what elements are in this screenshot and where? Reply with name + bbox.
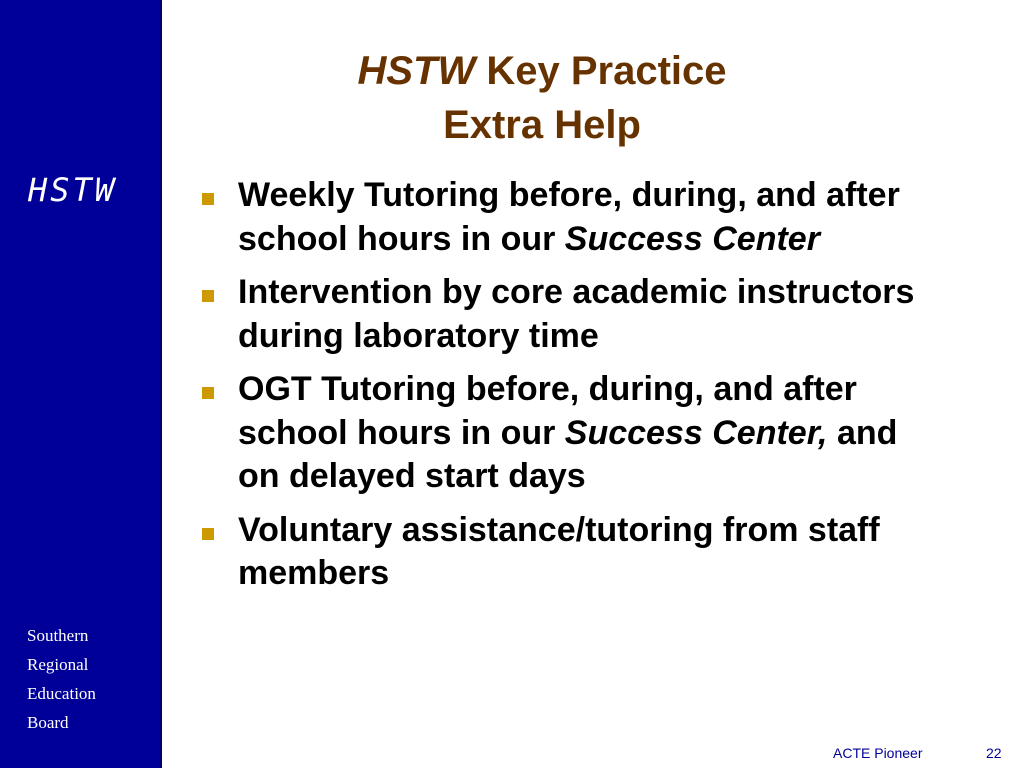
org-line: Board [27, 713, 69, 732]
square-bullet-icon [202, 528, 214, 540]
sidebar [0, 0, 162, 768]
bullet-text: Intervention by core academic instructors during laboratory time [238, 273, 915, 355]
bullet-text: Voluntary assistance/tutoring from staff members [238, 510, 880, 592]
bullet-item [198, 509, 928, 596]
bullet-text: OGT Tutoring before, during, and after school hours in our [238, 370, 857, 452]
square-bullet-icon [202, 193, 214, 205]
bullet-italic: Success Center, [564, 413, 828, 452]
bullet-text: Weekly Tutoring before, during, and after school hours in our [238, 176, 900, 258]
bullet-item [198, 174, 928, 261]
bullet-item [198, 271, 928, 358]
organization-name [27, 621, 96, 737]
title-rest: Key Practice [475, 49, 727, 93]
bullet-item [198, 368, 928, 499]
bullet-tail: and on delayed start days [238, 413, 898, 495]
hstw-logo: HSTW [28, 171, 118, 209]
square-bullet-icon [202, 387, 214, 399]
page-number: 22 [986, 745, 1002, 761]
title-line-2: Extra Help [443, 103, 641, 147]
org-line: Regional [27, 655, 89, 674]
bullet-list [198, 174, 928, 606]
title-emphasis: HSTW [357, 49, 476, 93]
slide-title [162, 44, 922, 152]
square-bullet-icon [202, 290, 214, 302]
title-line-1 [162, 44, 922, 98]
bullet-italic: Success Center [564, 219, 820, 258]
footer-text: ACTE Pioneer [833, 745, 923, 761]
org-line: Education [27, 684, 96, 703]
org-line: Southern [27, 626, 89, 645]
